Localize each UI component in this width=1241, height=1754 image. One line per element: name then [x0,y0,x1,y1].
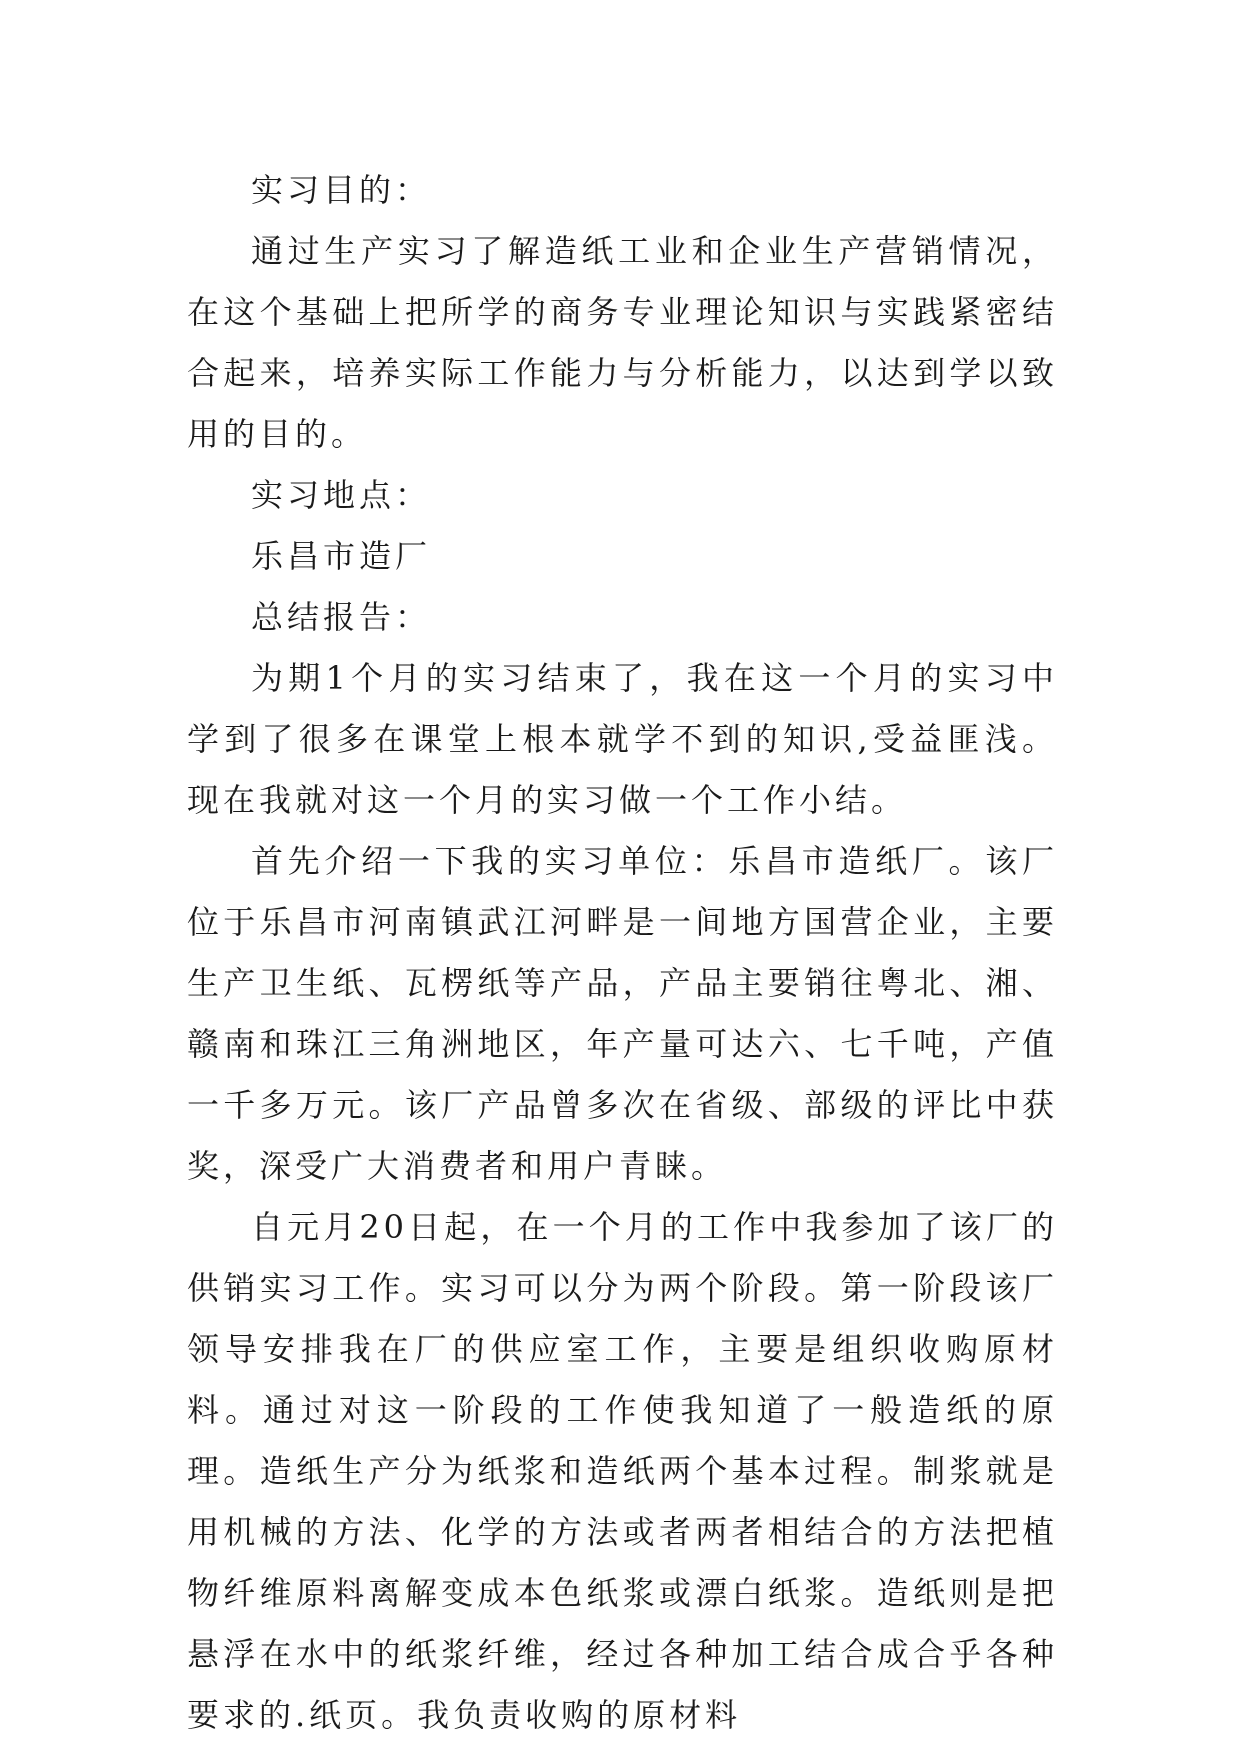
paragraph-company-intro: 首先介绍一下我的实习单位：乐昌市造纸厂。该厂位于乐昌市河南镇武江河畔是一间地方国营企业，主要生产卫生纸、瓦楞纸等产品，产品主要销往粤北、湘、赣南和珠江三角洲地区，年产量可达六、七千吨，产值一千多万元。该厂产品曾多次在省级、部级的评比中获奖，深受广大消费者和用户青睐。 [187,842,1058,1185]
heading-purpose: 实习目的： [251,171,432,209]
heading-location: 实习地点： [251,476,432,514]
heading-summary: 总结报告： [251,598,432,636]
paragraph-location: 乐昌市造厂 [251,537,432,575]
document-body [187,160,1058,1746]
paragraph-internship-work: 自元月20日起，在一个月的工作中我参加了该厂的供销实习工作。实习可以分为两个阶段。第一阶段该厂领导安排我在厂的供应室工作，主要是组织收购原材料。通过对这一阶段的工作使我知道了一般造纸的原理。造纸生产分为纸浆和造纸两个基本过程。制浆就是用机械的方法、化学的方法或者两者相结合的方法把植物纤维原料离解变成本色纸浆或漂白纸浆。造纸则是把悬浮在水中的纸浆纤维，经过各种加工结合成合乎各种要求的.纸页。我负责收购的原材料 [187,1208,1058,1734]
paragraph-purpose: 通过生产实习了解造纸工业和企业生产营销情况，在这个基础上把所学的商务专业理论知识与实践紧密结合起来，培养实际工作能力与分析能力，以达到学以致用的目的。 [187,232,1058,453]
paragraph-summary-intro: 为期1个月的实习结束了，我在这一个月的实习中学到了很多在课堂上根本就学不到的知识,受益匪浅。现在我就对这一个月的实习做一个工作小结。 [187,659,1058,819]
